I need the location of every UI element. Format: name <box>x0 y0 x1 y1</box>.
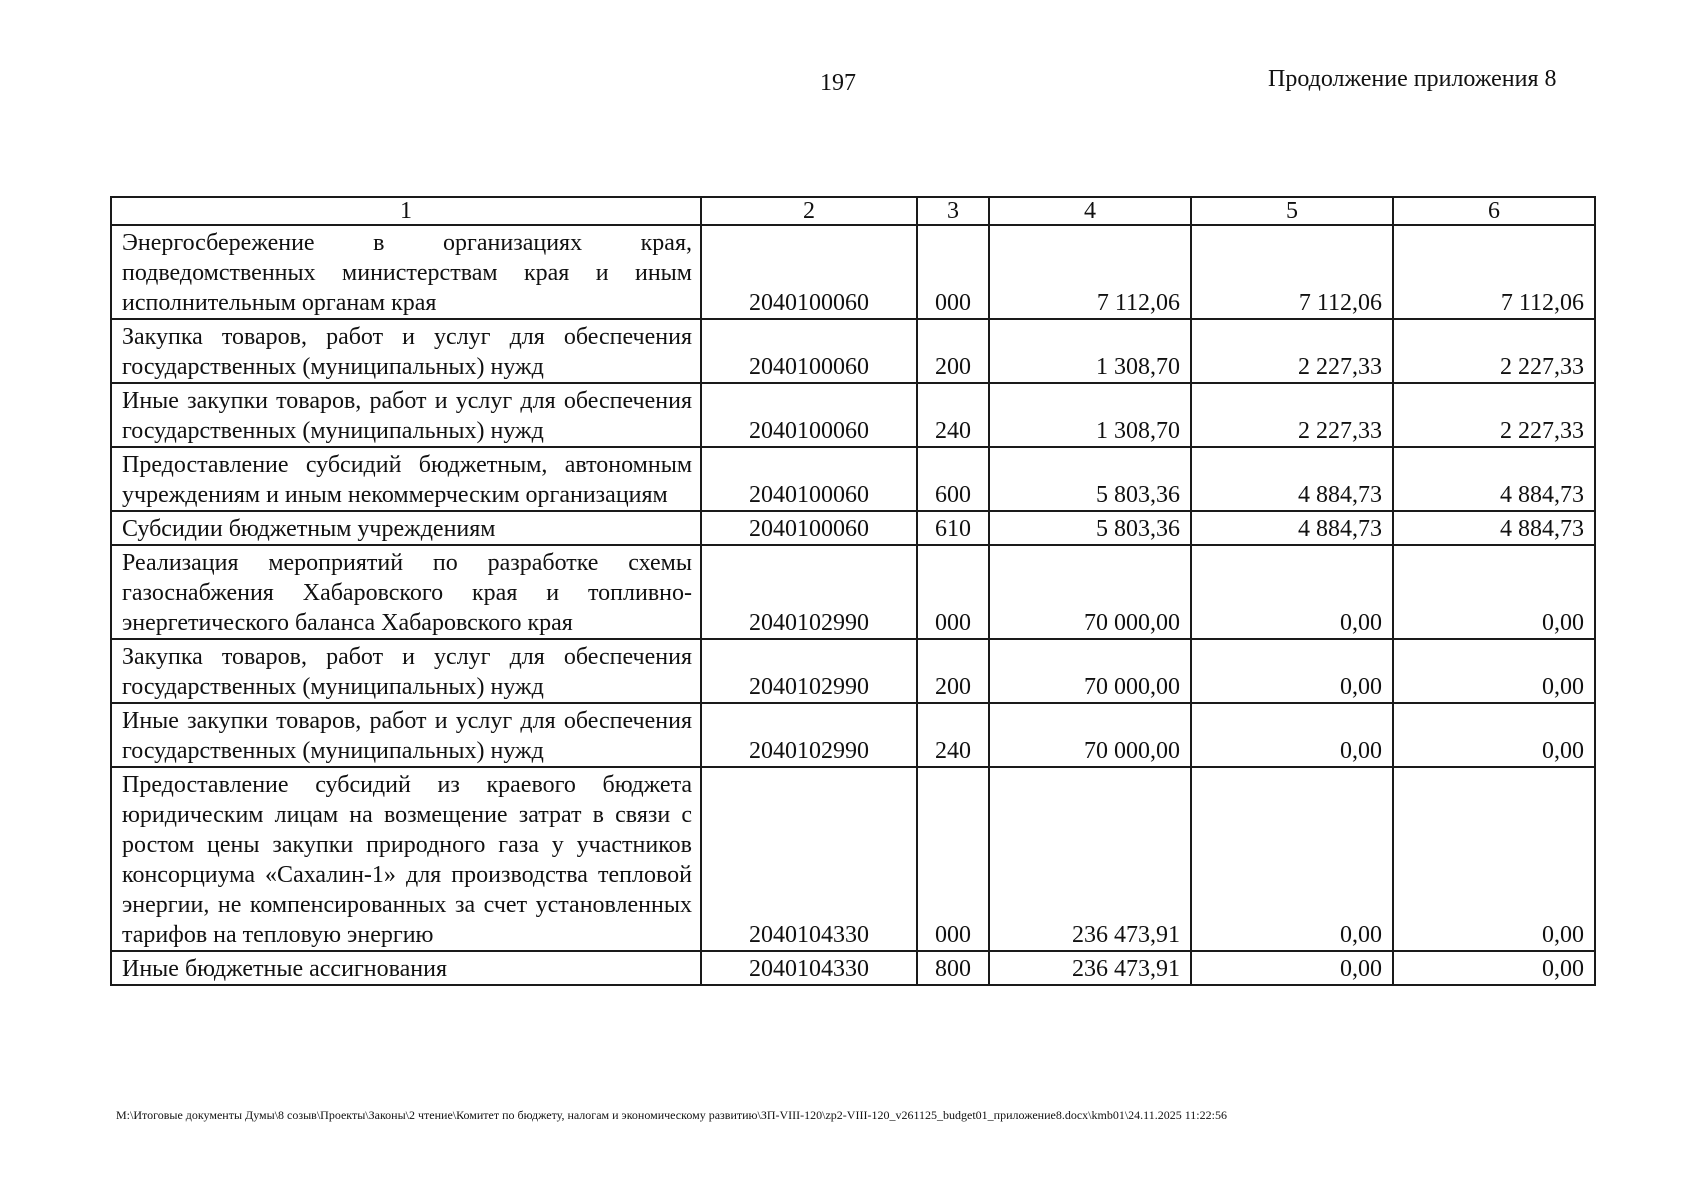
amount-col-6: 2 227,33 <box>1393 319 1595 383</box>
target-article-code: 2040104330 <box>701 767 917 951</box>
row-name: Иные бюджетные ассигнования <box>111 951 701 985</box>
expense-type-code: 200 <box>917 319 989 383</box>
table-row <box>111 545 1595 639</box>
amount-col-5: 2 227,33 <box>1191 383 1393 447</box>
appendix-continuation-title: Продолжение приложения 8 <box>1268 66 1557 92</box>
expense-type-code: 600 <box>917 447 989 511</box>
row-name: Предоставление субсидий бюджетным, автономным учреждениям и иным некоммерческим организациям <box>111 447 701 511</box>
expense-type-code: 000 <box>917 225 989 319</box>
amount-col-5: 2 227,33 <box>1191 319 1393 383</box>
amount-col-4: 5 803,36 <box>989 447 1191 511</box>
column-header: 2 <box>701 197 917 225</box>
expense-type-code: 240 <box>917 383 989 447</box>
expense-type-code: 240 <box>917 703 989 767</box>
amount-col-5: 0,00 <box>1191 703 1393 767</box>
column-header: 5 <box>1191 197 1393 225</box>
table-row <box>111 447 1595 511</box>
amount-col-4: 5 803,36 <box>989 511 1191 545</box>
table-row <box>111 383 1595 447</box>
amount-col-4: 236 473,91 <box>989 951 1191 985</box>
row-name: Закупка товаров, работ и услуг для обеспечения государственных (муниципальных) нужд <box>111 319 701 383</box>
target-article-code: 2040102990 <box>701 703 917 767</box>
table-row <box>111 225 1595 319</box>
row-name: Энергосбережение в организациях края, подведомственных министерствам края и иным исполнительным органам края <box>111 225 701 319</box>
amount-col-6: 0,00 <box>1393 545 1595 639</box>
amount-col-4: 70 000,00 <box>989 703 1191 767</box>
column-header: 1 <box>111 197 701 225</box>
amount-col-5: 0,00 <box>1191 545 1393 639</box>
expense-type-code: 610 <box>917 511 989 545</box>
target-article-code: 2040104330 <box>701 951 917 985</box>
column-header: 3 <box>917 197 989 225</box>
expense-type-code: 200 <box>917 639 989 703</box>
table-row <box>111 951 1595 985</box>
row-name: Закупка товаров, работ и услуг для обеспечения государственных (муниципальных) нужд <box>111 639 701 703</box>
amount-col-5: 0,00 <box>1191 639 1393 703</box>
target-article-code: 2040100060 <box>701 319 917 383</box>
amount-col-6: 4 884,73 <box>1393 447 1595 511</box>
row-name: Иные закупки товаров, работ и услуг для обеспечения государственных (муниципальных) нужд <box>111 383 701 447</box>
row-name: Иные закупки товаров, работ и услуг для обеспечения государственных (муниципальных) нужд <box>111 703 701 767</box>
amount-col-6: 2 227,33 <box>1393 383 1595 447</box>
amount-col-4: 70 000,00 <box>989 639 1191 703</box>
table-row <box>111 767 1595 951</box>
expense-type-code: 000 <box>917 545 989 639</box>
target-article-code: 2040100060 <box>701 447 917 511</box>
table-row <box>111 703 1595 767</box>
amount-col-6: 4 884,73 <box>1393 511 1595 545</box>
page-number: 197 <box>820 70 856 96</box>
row-name: Предоставление субсидий из краевого бюджета юридическим лицам на возмещение затрат в связи с ростом цены закупки природного газа у участников консорциума «Сахалин-1» для производства тепловой энергии, не компенсированных за счет установленных тарифов на тепловую энергию <box>111 767 701 951</box>
budget-table <box>110 196 1596 986</box>
column-header: 6 <box>1393 197 1595 225</box>
amount-col-5: 0,00 <box>1191 951 1393 985</box>
expense-type-code: 800 <box>917 951 989 985</box>
document-file-path: M:\Итоговые документы Думы\8 созыв\Проекты\Законы\2 чтение\Комитет по бюджету, налогам и экономическому развитию\ЗП-VIII-120\zp2-VIII-120_v261125_budget01_приложение8.docx\kmb01\24.11.2025 11:22:56 <box>116 1108 1227 1122</box>
amount-col-5: 4 884,73 <box>1191 511 1393 545</box>
target-article-code: 2040102990 <box>701 545 917 639</box>
amount-col-6: 7 112,06 <box>1393 225 1595 319</box>
amount-col-5: 4 884,73 <box>1191 447 1393 511</box>
target-article-code: 2040100060 <box>701 511 917 545</box>
amount-col-4: 1 308,70 <box>989 383 1191 447</box>
target-article-code: 2040102990 <box>701 639 917 703</box>
amount-col-4: 1 308,70 <box>989 319 1191 383</box>
column-header: 4 <box>989 197 1191 225</box>
amount-col-4: 7 112,06 <box>989 225 1191 319</box>
amount-col-6: 0,00 <box>1393 767 1595 951</box>
table-row <box>111 511 1595 545</box>
target-article-code: 2040100060 <box>701 383 917 447</box>
expense-type-code: 000 <box>917 767 989 951</box>
amount-col-4: 70 000,00 <box>989 545 1191 639</box>
row-name: Субсидии бюджетным учреждениям <box>111 511 701 545</box>
row-name: Реализация мероприятий по разработке схемы газоснабжения Хабаровского края и топливно-энергетического баланса Хабаровского края <box>111 545 701 639</box>
target-article-code: 2040100060 <box>701 225 917 319</box>
amount-col-6: 0,00 <box>1393 703 1595 767</box>
amount-col-6: 0,00 <box>1393 951 1595 985</box>
table-row <box>111 639 1595 703</box>
amount-col-5: 0,00 <box>1191 767 1393 951</box>
table-header-row <box>111 197 1595 225</box>
amount-col-4: 236 473,91 <box>989 767 1191 951</box>
table-row <box>111 319 1595 383</box>
amount-col-5: 7 112,06 <box>1191 225 1393 319</box>
amount-col-6: 0,00 <box>1393 639 1595 703</box>
